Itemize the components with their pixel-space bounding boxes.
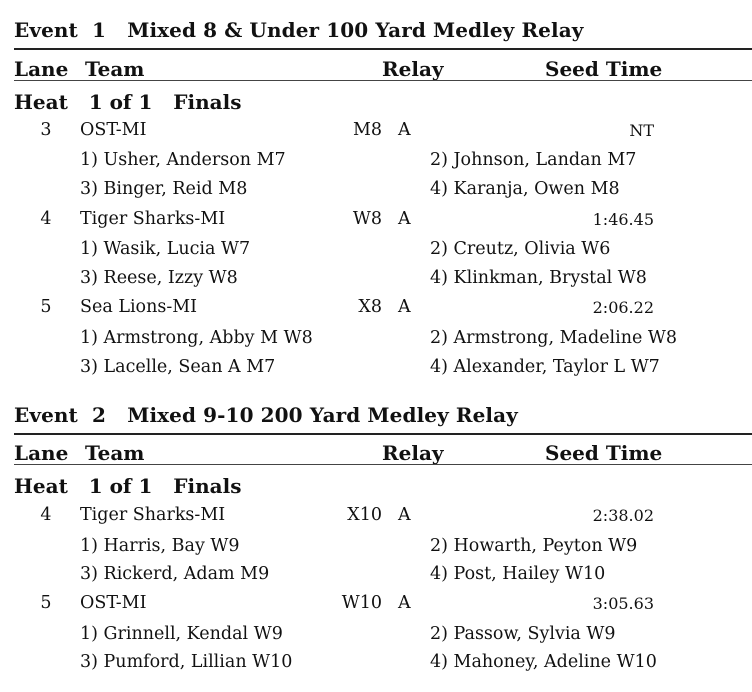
swimmer-row — [0, 179, 752, 207]
swimmer: 2) Passow, Sylvia W9 — [430, 624, 616, 644]
header-rule — [14, 464, 752, 465]
relay-code: M8 — [352, 120, 382, 140]
swimmer: 3) Binger, Reid M8 — [80, 179, 248, 199]
team-name: Tiger Sharks-MI — [80, 209, 226, 229]
lane-number: 4 — [40, 209, 52, 229]
swimmer: 1) Grinnell, Kendal W9 — [80, 624, 283, 644]
heat-label: Heat 1 of 1 Finals — [14, 90, 242, 114]
relay-letter: A — [398, 120, 411, 140]
swimmer-row — [0, 268, 752, 296]
swimmer: 3) Reese, Izzy W8 — [80, 268, 238, 288]
header-relay: Relay — [382, 57, 444, 81]
event-title: Event 2 Mixed 9-10 200 Yard Medley Relay — [14, 403, 518, 427]
lane-number: 4 — [40, 505, 52, 525]
heat-label: Heat 1 of 1 Finals — [14, 474, 242, 498]
lane-number: 5 — [40, 593, 52, 613]
header-relay: Relay — [382, 441, 444, 465]
relay-letter: A — [398, 593, 411, 613]
swimmer-row — [0, 624, 752, 652]
swimmer: 1) Wasik, Lucia W7 — [80, 239, 251, 259]
seed-time: 1:46.45 — [592, 210, 654, 229]
header-team: Team — [85, 57, 145, 81]
relay-code: W8 — [352, 209, 382, 229]
header-rule — [14, 80, 752, 81]
team-name: Tiger Sharks-MI — [80, 505, 226, 525]
entry-row — [0, 209, 752, 237]
entry-row — [0, 297, 752, 325]
team-name: OST-MI — [80, 120, 147, 140]
title-rule — [14, 48, 752, 50]
title-rule — [14, 433, 752, 435]
swimmer-row — [0, 564, 752, 592]
relay-letter: A — [398, 297, 411, 317]
swimmer: 2) Johnson, Landan M7 — [430, 150, 637, 170]
entry-row — [0, 593, 752, 621]
seed-time: 2:38.02 — [592, 506, 654, 525]
swimmer-row — [0, 328, 752, 356]
swimmer-row — [0, 150, 752, 178]
header-team: Team — [85, 441, 145, 465]
lane-number: 5 — [40, 297, 52, 317]
header-seed-time: Seed Time — [545, 441, 663, 465]
seed-time: 2:06.22 — [592, 298, 654, 317]
team-name: Sea Lions-MI — [80, 297, 198, 317]
swimmer: 2) Creutz, Olivia W6 — [430, 239, 611, 259]
entry-row — [0, 505, 752, 533]
team-name: OST-MI — [80, 593, 147, 613]
header-lane: Lane — [14, 57, 69, 81]
swimmer: 2) Armstrong, Madeline W8 — [430, 328, 678, 348]
swimmer: 1) Harris, Bay W9 — [80, 536, 240, 556]
swimmer: 4) Mahoney, Adeline W10 — [430, 652, 657, 672]
swimmer-row — [0, 239, 752, 267]
relay-code: X10 — [347, 505, 382, 525]
swimmer: 4) Post, Hailey W10 — [430, 564, 606, 584]
relay-code: X8 — [358, 297, 382, 317]
swimmer: 2) Howarth, Peyton W9 — [430, 536, 638, 556]
header-seed-time: Seed Time — [545, 57, 663, 81]
swimmer: 4) Klinkman, Brystal W8 — [430, 268, 647, 288]
swimmer: 1) Armstrong, Abby M W8 — [80, 328, 313, 348]
relay-letter: A — [398, 505, 411, 525]
entry-row — [0, 120, 752, 148]
swimmer-row — [0, 357, 752, 385]
swimmer: 3) Lacelle, Sean A M7 — [80, 357, 276, 377]
swimmer: 4) Karanja, Owen M8 — [430, 179, 620, 199]
swimmer: 1) Usher, Anderson M7 — [80, 150, 286, 170]
swimmer: 3) Pumford, Lillian W10 — [80, 652, 293, 672]
seed-time: NT — [629, 121, 654, 140]
lane-number: 3 — [40, 120, 52, 140]
header-lane: Lane — [14, 441, 69, 465]
relay-letter: A — [398, 209, 411, 229]
swimmer: 3) Rickerd, Adam M9 — [80, 564, 270, 584]
swimmer-row — [0, 652, 752, 680]
seed-time: 3:05.63 — [592, 594, 654, 613]
swimmer: 4) Alexander, Taylor L W7 — [430, 357, 660, 377]
event-title: Event 1 Mixed 8 & Under 100 Yard Medley Relay — [14, 18, 584, 42]
relay-code: W10 — [341, 593, 382, 613]
swimmer-row — [0, 536, 752, 564]
